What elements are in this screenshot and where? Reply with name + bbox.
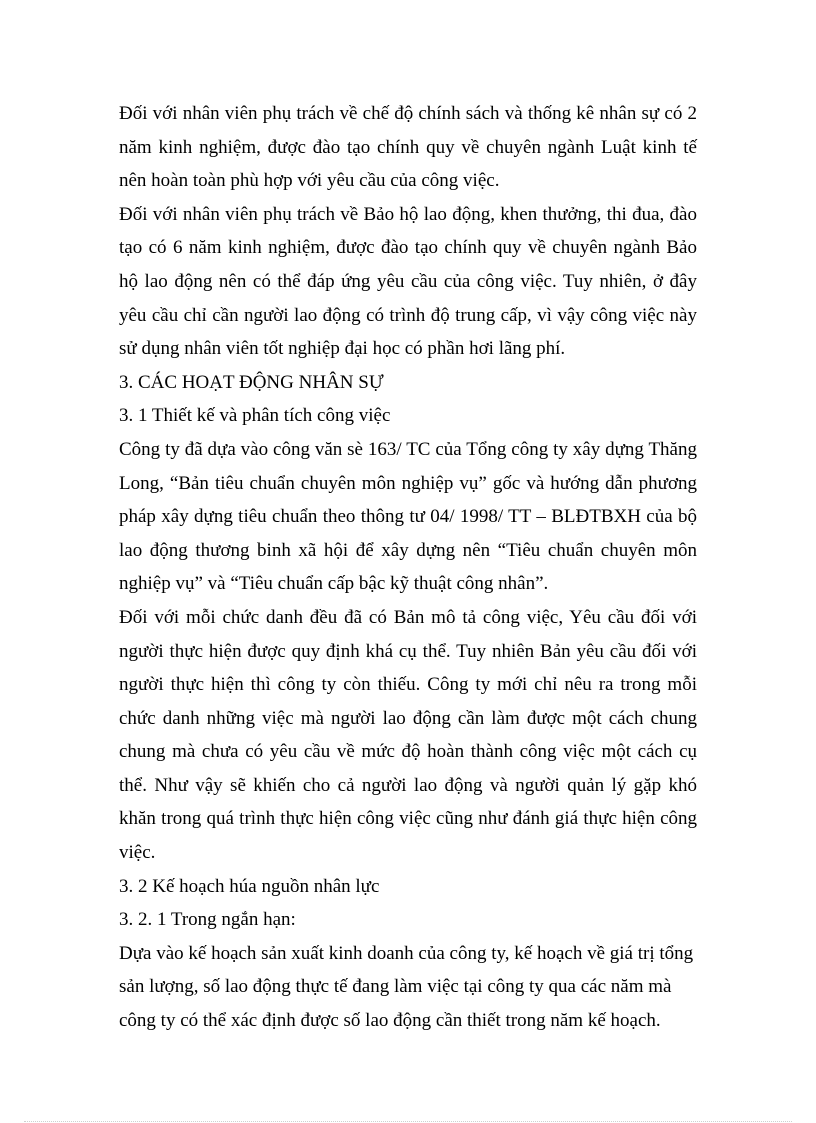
paragraph-company-standards: Công ty đã dựa vào công văn sè 163/ TC của Tổng công ty xây dựng Thăng Long, “Bản tiêu chuẩn chuyên môn nghiệp vụ” gốc và hướng dẫn phương pháp xây dựng tiêu chuẩn theo thông tư 04/ 1998/ TT – BLĐTBXH của bộ lao động thương binh xã hội để xây dựng nên “Tiêu chuẩn chuyên môn nghiệp vụ” và “Tiêu chuẩn cấp bậc kỹ thuật công nhân”.: [119, 438, 697, 595]
paragraph-policy-staff: Đối với nhân viên phụ trách về chế độ chính sách và thống kê nhân sự có 2 năm kinh nghiệm, được đào tạo chính quy về chuyên ngành Luật kinh tế nên hoàn toàn phù hợp với yêu cầu của công việc.: [119, 103, 697, 192]
section-heading-hr-activities: 3. CÁC HOẠT ĐỘNG NHÂN SỰ: [119, 371, 384, 393]
subsection-heading-short-term: 3. 2. 1 Trong ngắn hạn:: [119, 909, 296, 931]
paragraph-labor-protection-staff: Đối với nhân viên phụ trách về Bảo hộ lao động, khen thưởng, thi đua, đào tạo có 6 năm kinh nghiệm, được đào tạo chính quy về chuyên ngành Bảo hộ lao động nên có thể đáp ứng yêu cầu của công việc. Tuy nhiên, ở đây yêu cầu chỉ cần người lao động có trình độ trung cấp, vì vậy công việc này sử dụng nhân viên tốt nghiệp đại học có phần hơi lãng phí.: [119, 203, 697, 360]
subsection-heading-hr-planning: 3. 2 Kế hoạch húa nguồn nhân lực: [119, 875, 380, 897]
paragraph-short-term-planning: Dựa vào kế hoạch sản xuất kinh doanh của công ty, kế hoạch về giá trị tổng sản lượng, số lao động thực tế đang làm việc tại công ty qua các năm mà công ty có thể xác định được số lao động cần thiết trong năm kế hoạch.: [119, 942, 694, 1032]
subsection-heading-job-design: 3. 1 Thiết kế và phân tích công việc: [119, 405, 391, 427]
page-bottom-rule: [24, 1121, 792, 1122]
paragraph-job-descriptions: Đối với mỗi chức danh đều đã có Bản mô tả công việc, Yêu cầu đối với người thực hiện được quy định khá cụ thể. Tuy nhiên Bản yêu cầu đối với người thực hiện thì công ty còn thiếu. Công ty mới chỉ nêu ra trong mỗi chức danh những việc mà người lao động cần làm được một cách chung chung mà chưa có yêu cầu về mức độ hoàn thành công việc một cách cụ thể. Như vậy sẽ khiến cho cả người lao động và người quản lý gặp khó khăn trong quá trình thực hiện công việc cũng như đánh giá thực hiện công việc.: [119, 606, 697, 864]
document-page: [119, 97, 697, 1038]
